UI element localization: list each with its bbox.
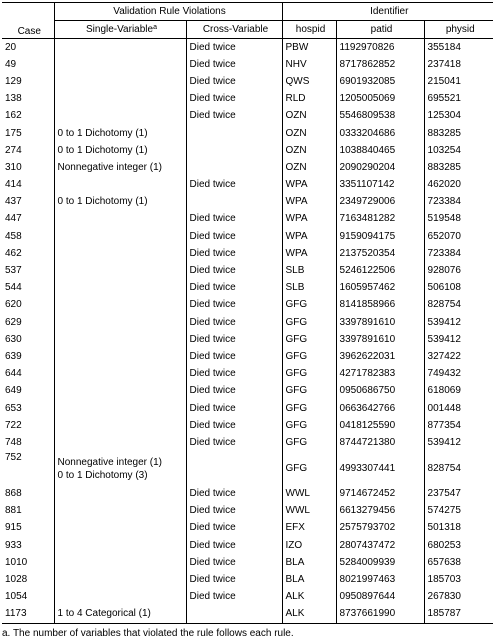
single-variable-cell [54,245,186,262]
patid-cell: 7163481282 [336,211,424,228]
physid-cell: 928076 [424,262,493,279]
case-cell: 915 [5,522,22,534]
physid-cell: 695521 [424,91,493,108]
table-row [2,194,493,211]
cross-variable-cell: Died twice [186,383,282,400]
cross-variable-cell: Died twice [186,73,282,90]
patid-cell: 6613279456 [336,503,424,520]
case-cell: 20 [5,41,17,53]
hospid-cell: GFG [282,452,336,486]
case-cell: 537 [5,265,22,277]
cross-variable-cell [186,125,282,142]
case-cell: 752 [5,451,22,463]
hospid-cell: SLB [282,262,336,279]
hospid-cell: OZN [282,142,336,159]
physid-cell: 539412 [424,314,493,331]
single-variable-cell [54,108,186,125]
case-cell: 447 [5,213,22,225]
physid-cell: 519548 [424,211,493,228]
table-body [2,39,493,624]
patid-cell: 0663642766 [336,400,424,417]
cross-variable-cell: Died twice [186,177,282,194]
case-cell: 458 [5,230,22,242]
single-variable-cell [54,366,186,383]
cross-variable-cell: Died twice [186,108,282,125]
physid-cell: 883285 [424,125,493,142]
case-cell: 175 [5,127,22,139]
patid-cell: 8737661990 [336,606,424,624]
patid-cell: 3397891610 [336,314,424,331]
single-variable-cell [54,228,186,245]
table-row [2,554,493,571]
cross-variable-cell: Died twice [186,417,282,434]
table-row [2,314,493,331]
patid-cell: 9714672452 [336,486,424,503]
table-row [2,520,493,537]
physid-cell: 749432 [424,366,493,383]
hospid-cell: GFG [282,383,336,400]
single-variable-cell [54,348,186,365]
physid-cell: 237547 [424,486,493,503]
hospid-cell: NHV [282,56,336,73]
patid-cell: 4271782383 [336,366,424,383]
patid-cell: 2575793702 [336,520,424,537]
single-variable-cell: 0 to 1 Dichotomy (1) [54,194,186,211]
validation-group-header: Validation Rule Violations [54,3,282,21]
cross-variable-cell: Died twice [186,314,282,331]
hospid-cell: BLA [282,554,336,571]
table-row [2,348,493,365]
physid-cell: 723384 [424,245,493,262]
cross-variable-cell [186,159,282,176]
table-row [2,245,493,262]
hospid-cell: GFG [282,331,336,348]
hospid-header: hospid [282,21,336,39]
single-variable-cell [54,554,186,571]
table-row [2,211,493,228]
single-variable-line: 0 to 1 Dichotomy (3) [57,469,148,481]
single-variable-cell [54,503,186,520]
hospid-cell: GFG [282,314,336,331]
case-cell: 49 [5,58,17,70]
hospid-cell: RLD [282,91,336,108]
patid-cell: 3397891610 [336,331,424,348]
cross-variable-cell: Died twice [186,571,282,588]
case-cell: 462 [5,247,22,259]
cross-variable-cell: Died twice [186,486,282,503]
cross-variable-cell [186,606,282,624]
case-cell: 274 [5,144,22,156]
patid-cell: 2137520354 [336,245,424,262]
case-cell: 649 [5,385,22,397]
hospid-cell: GFG [282,434,336,451]
physid-cell: 883285 [424,159,493,176]
cross-variable-cell: Died twice [186,211,282,228]
hospid-cell: WPA [282,228,336,245]
cross-variable-cell: Died twice [186,91,282,108]
case-header: Case [2,3,54,39]
case-cell: 129 [5,75,22,87]
case-cell: 722 [5,419,22,431]
single-variable-cell [54,262,186,279]
hospid-cell: OZN [282,125,336,142]
patid-cell: 3351107142 [336,177,424,194]
table-row [2,537,493,554]
table-row [2,177,493,194]
cross-variable-header: Cross-Variable [186,21,282,39]
single-variable-cell [54,331,186,348]
hospid-cell: BLA [282,571,336,588]
physid-cell: 125304 [424,108,493,125]
physid-cell: 327422 [424,348,493,365]
case-cell: 881 [5,505,22,517]
hospid-cell: IZO [282,537,336,554]
single-variable-cell [54,571,186,588]
cross-variable-cell: Died twice [186,39,282,57]
physid-cell: 462020 [424,177,493,194]
table-row [2,108,493,125]
cross-variable-cell [186,142,282,159]
patid-cell: 8141858966 [336,297,424,314]
validation-rule-violations-table [2,2,493,624]
single-variable-cell [54,400,186,417]
single-variable-header-text: Single-Variable [86,23,154,35]
case-cell: 630 [5,333,22,345]
hospid-cell: QWS [282,73,336,90]
hospid-cell: ALK [282,606,336,624]
case-cell: 748 [5,436,22,448]
single-variable-cell [54,56,186,73]
hospid-cell: PBW [282,39,336,57]
physid-cell: 574275 [424,503,493,520]
physid-cell: 185787 [424,606,493,624]
hospid-cell: EFX [282,520,336,537]
table-row [2,400,493,417]
hospid-cell: WWL [282,486,336,503]
hospid-cell: GFG [282,348,336,365]
table-row [2,589,493,606]
table-footnote: a. The number of variables that violated the rule follows each rule. [2,628,294,639]
single-variable-header [54,21,186,39]
table-row [2,159,493,176]
hospid-cell: GFG [282,297,336,314]
physid-cell: 618069 [424,383,493,400]
case-cell: 437 [5,196,22,208]
case-cell: 620 [5,299,22,311]
physid-header: physid [424,21,493,39]
patid-cell: 5246122506 [336,262,424,279]
cross-variable-cell [186,452,282,486]
table-row [2,417,493,434]
patid-cell: 1192970826 [336,39,424,57]
patid-cell: 0950897644 [336,589,424,606]
table-row [2,434,493,451]
physid-cell: 506108 [424,280,493,297]
table-row [2,297,493,314]
physid-cell: 001448 [424,400,493,417]
cross-variable-cell: Died twice [186,537,282,554]
patid-cell: 3962622031 [336,348,424,365]
table-row [2,56,493,73]
cross-variable-cell: Died twice [186,348,282,365]
case-cell: 653 [5,402,22,414]
patid-cell: 5546809538 [336,108,424,125]
cross-variable-cell: Died twice [186,554,282,571]
patid-cell: 1605957462 [336,280,424,297]
table-row [2,39,493,57]
patid-cell: 1038840465 [336,142,424,159]
table-row [2,262,493,279]
case-cell: 644 [5,368,22,380]
hospid-cell: GFG [282,417,336,434]
physid-cell: 103254 [424,142,493,159]
physid-cell: 355184 [424,39,493,57]
table-row [2,125,493,142]
table-row [2,228,493,245]
patid-cell: 0950686750 [336,383,424,400]
single-variable-cell: 0 to 1 Dichotomy (1) [54,125,186,142]
single-variable-cell [54,589,186,606]
case-cell: 933 [5,539,22,551]
case-cell: 1054 [5,591,28,603]
cross-variable-cell: Died twice [186,228,282,245]
hospid-cell: OZN [282,159,336,176]
cross-variable-cell [186,194,282,211]
single-variable-cell [54,486,186,503]
patid-cell: 2090290204 [336,159,424,176]
single-variable-cell [54,417,186,434]
single-variable-cell [54,314,186,331]
cross-variable-cell: Died twice [186,434,282,451]
physid-cell: 501318 [424,520,493,537]
physid-cell: 657638 [424,554,493,571]
single-variable-cell: 0 to 1 Dichotomy (1) [54,142,186,159]
table-row [2,331,493,348]
physid-cell: 215041 [424,73,493,90]
single-variable-cell: 1 to 4 Categorical (1) [54,606,186,624]
case-cell: 1028 [5,574,28,586]
patid-cell: 0333204686 [336,125,424,142]
cross-variable-cell: Died twice [186,245,282,262]
patid-cell: 2349729006 [336,194,424,211]
table-row [2,606,493,624]
patid-cell: 0418125590 [336,417,424,434]
table-row [2,280,493,297]
case-cell: 310 [5,161,22,173]
validation-table-container [2,2,493,624]
physid-cell: 877354 [424,417,493,434]
case-cell: 414 [5,179,22,191]
case-cell: 629 [5,316,22,328]
table-row [2,383,493,400]
case-cell: 138 [5,93,22,105]
cross-variable-cell: Died twice [186,280,282,297]
hospid-cell: WWL [282,503,336,520]
table-row [2,503,493,520]
table-row [2,366,493,383]
cross-variable-cell: Died twice [186,56,282,73]
patid-header: patid [336,21,424,39]
single-variable-cell [54,434,186,451]
hospid-cell: WPA [282,194,336,211]
case-cell: 639 [5,350,22,362]
hospid-cell: SLB [282,280,336,297]
cross-variable-cell: Died twice [186,262,282,279]
case-cell: 868 [5,488,22,500]
single-variable-cell [54,383,186,400]
physid-cell: 539412 [424,434,493,451]
hospid-cell: GFG [282,366,336,383]
hospid-cell: OZN [282,108,336,125]
patid-cell: 8021997463 [336,571,424,588]
single-variable-cell [54,297,186,314]
table-row [2,142,493,159]
single-variable-cell [54,520,186,537]
table-row [2,486,493,503]
single-variable-cell [54,39,186,57]
patid-cell: 8717862852 [336,56,424,73]
case-cell: 162 [5,110,22,122]
single-variable-cell [54,537,186,554]
table-row [2,571,493,588]
physid-cell: 828754 [424,452,493,486]
patid-cell: 2807437472 [336,537,424,554]
physid-cell: 828754 [424,297,493,314]
footnote-marker: a [153,23,157,31]
patid-cell: 8744721380 [336,434,424,451]
patid-cell: 1205005069 [336,91,424,108]
cross-variable-cell: Died twice [186,297,282,314]
cross-variable-cell: Died twice [186,331,282,348]
physid-cell: 185703 [424,571,493,588]
physid-cell: 723384 [424,194,493,211]
single-variable-cell [54,452,186,486]
hospid-cell: GFG [282,400,336,417]
single-variable-cell [54,91,186,108]
cross-variable-cell: Died twice [186,589,282,606]
single-variable-cell [54,280,186,297]
hospid-cell: ALK [282,589,336,606]
cross-variable-cell: Died twice [186,520,282,537]
single-variable-cell: Nonnegative integer (1) [54,159,186,176]
single-variable-cell [54,211,186,228]
table-row [2,452,493,486]
hospid-cell: WPA [282,177,336,194]
physid-cell: 680253 [424,537,493,554]
table-row [2,73,493,90]
hospid-cell: WPA [282,211,336,228]
patid-cell: 5284009939 [336,554,424,571]
physid-cell: 539412 [424,331,493,348]
cross-variable-cell: Died twice [186,366,282,383]
single-variable-line: Nonnegative integer (1) [57,456,163,468]
single-variable-cell [54,73,186,90]
patid-cell: 6901932085 [336,73,424,90]
patid-cell: 4993307441 [336,452,424,486]
cross-variable-cell: Died twice [186,503,282,520]
case-cell: 544 [5,282,22,294]
physid-cell: 267830 [424,589,493,606]
physid-cell: 237418 [424,56,493,73]
case-cell: 1010 [5,556,28,568]
identifier-group-header: Identifier [282,3,493,21]
single-variable-cell [54,177,186,194]
physid-cell: 652070 [424,228,493,245]
hospid-cell: WPA [282,245,336,262]
case-cell: 1173 [2,606,54,624]
cross-variable-cell: Died twice [186,400,282,417]
table-row [2,91,493,108]
patid-cell: 9159094175 [336,228,424,245]
